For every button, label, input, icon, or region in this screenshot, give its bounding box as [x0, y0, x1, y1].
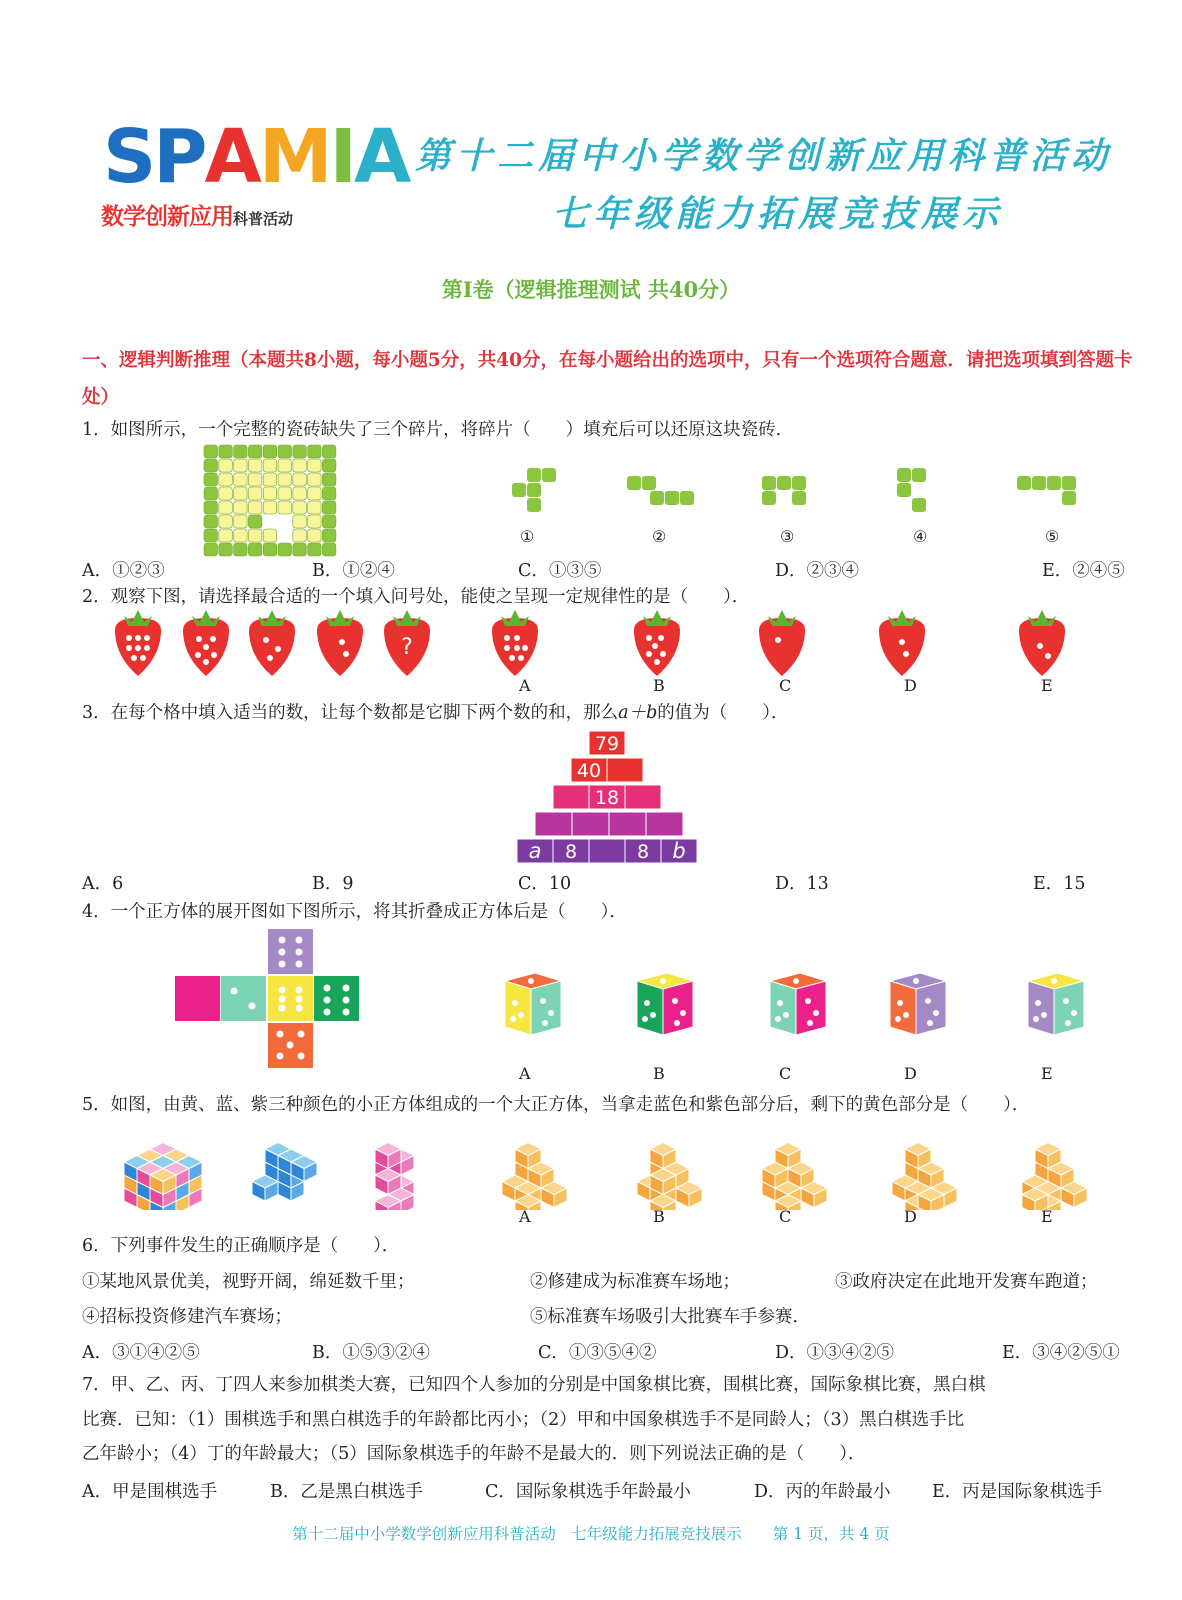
tile-cell — [248, 459, 262, 472]
tile-cell — [204, 515, 218, 528]
pyramid-cell: b — [672, 839, 686, 863]
q3-option-e: E．15 — [1033, 874, 1086, 894]
tile-cell — [293, 459, 307, 472]
tile-cell — [204, 473, 218, 486]
q4-choice-label: D — [904, 1064, 917, 1083]
q7-stem-line-1: 7．甲、乙、丙、丁四人来参加棋类大赛，已知四个人参加的分别是中国象棋比赛，围棋比赛，国际象棋比赛，黑白棋 — [82, 1375, 986, 1395]
tile-cell — [234, 501, 248, 514]
tile-cell — [263, 445, 277, 458]
q3-option-d: D．13 — [775, 874, 829, 894]
q7-option-d: D．丙的年龄最小 — [754, 1482, 891, 1502]
q1-piece-2 — [627, 476, 694, 505]
tile-cell — [219, 529, 233, 542]
strawberry-4 — [317, 610, 363, 676]
q1-piece-3 — [762, 476, 806, 505]
logo-letter: A — [204, 114, 259, 200]
tile-cell — [248, 487, 262, 500]
tile-cell — [308, 459, 322, 472]
q3-stem-prefix: 3．在每个格中填入适当的数，让每个数都是它脚下两个数的和，那么 — [82, 703, 619, 723]
cube-choice-d — [890, 973, 946, 1035]
strawberry-choice-b — [634, 610, 680, 676]
tile-cell — [278, 543, 292, 556]
strawberry-choice-e — [1019, 610, 1065, 676]
q7-stem-line-3: 乙年龄小；（4）丁的年龄最大；（5）国际象棋选手的年龄不是最大的．则下列说法正确的是（ ）． — [82, 1444, 866, 1464]
q3-option-b: B．9 — [312, 874, 354, 894]
tile-cell — [204, 459, 218, 472]
q7-stem-line-2: 比赛．已知：（1）围棋选手和黑白棋选手的年龄都比丙小；（2）甲和中国象棋选手不是同龄人；（3）黑白棋选手比 — [82, 1410, 965, 1430]
tile-cell — [204, 487, 218, 500]
tile-cell — [322, 501, 336, 514]
tile-cell — [248, 543, 262, 556]
pyramid-cell: 8 — [636, 841, 650, 863]
q2-choice-label: C — [779, 676, 792, 695]
strawberry-3 — [249, 610, 295, 676]
block-choice-e — [1022, 1143, 1087, 1211]
logo-subtitle-small: 科普活动 — [233, 210, 294, 228]
tile-cell — [219, 445, 233, 458]
q5-choice-label: E — [1041, 1207, 1053, 1226]
strawberry-2 — [183, 610, 229, 676]
tile-cell — [293, 501, 307, 514]
tile-cell — [234, 459, 248, 472]
tile-cell — [278, 459, 292, 472]
q1-option-e: E．②④⑤ — [1042, 561, 1125, 581]
q6-event-2: ②修建成为标准赛车场地； — [530, 1272, 740, 1292]
q5-choice-label: C — [779, 1207, 792, 1226]
tile-cell — [293, 473, 307, 486]
block-choice-c — [762, 1143, 827, 1211]
title-line-2: 七年级能力拓展竞技展示 — [552, 193, 1004, 235]
logo-letter: A — [354, 114, 409, 200]
q5-choice-label: B — [653, 1207, 665, 1226]
logo-letter: I — [329, 114, 355, 200]
q3-option-a: A．6 — [82, 874, 124, 894]
q6-option-e: E．③④②⑤① — [1002, 1343, 1120, 1363]
tile-cell — [322, 487, 336, 500]
tile-cell — [248, 501, 262, 514]
q1-piece-label: ① — [520, 527, 535, 546]
q3-stem — [82, 701, 789, 725]
q2-choice-label: E — [1041, 676, 1053, 695]
tile-cell — [263, 501, 277, 514]
q1-piece-4 — [897, 468, 926, 512]
cube-choice-b — [637, 973, 693, 1035]
q1-piece-5 — [1017, 476, 1076, 505]
tile-cell — [248, 445, 262, 458]
q6-option-b: B．①⑤③②④ — [312, 1343, 430, 1363]
block-blue-part — [252, 1143, 317, 1202]
q1-option-c: C．①③⑤ — [518, 561, 602, 581]
tile-cell — [219, 501, 233, 514]
tile-cell — [263, 529, 277, 542]
pyramid-cell: 18 — [594, 787, 620, 809]
tile-cell — [219, 487, 233, 500]
strawberry-question — [384, 610, 430, 676]
block-big-cube — [124, 1143, 202, 1211]
page-footer: 第十二届中小学数学创新应用科普活动 七年级能力拓展竞技展示 第 1 页，共 4 页 — [292, 1525, 890, 1543]
q2-choice-label: B — [653, 676, 665, 695]
q4-stem: 4．一个正方体的展开图如下图所示，将其折叠成正方体后是（ ）． — [82, 902, 627, 922]
tile-cell — [278, 473, 292, 486]
q1-piece-label: ② — [652, 527, 667, 546]
q3-option-c: C．10 — [518, 874, 572, 894]
tile-cell — [234, 473, 248, 486]
q2-stem: 2．观察下图，请选择最合适的一个填入问号处，能使之呈现一定规律性的是（ ）． — [82, 587, 750, 607]
tile-cell — [278, 487, 292, 500]
tile-cell — [219, 459, 233, 472]
tile-cell — [308, 487, 322, 500]
logo-subtitle-main: 数学创新应用 — [101, 204, 233, 230]
q4-cube-choices — [485, 965, 1105, 1045]
q4-choice-label: C — [779, 1064, 792, 1083]
q4-cube-net — [172, 928, 362, 1068]
q3-stem-expr: a＋b — [618, 703, 658, 723]
tile-cell — [322, 459, 336, 472]
tile-cell — [322, 515, 336, 528]
tile-cell — [204, 529, 218, 542]
q6-event-3: ③政府决定在此地开发赛车跑道； — [835, 1272, 1098, 1292]
q4-choice-label: E — [1041, 1064, 1053, 1083]
q6-option-a: A．③①④②⑤ — [82, 1343, 200, 1363]
logo-subtitle — [101, 198, 293, 231]
tile-cell — [293, 445, 307, 458]
tile-cell — [234, 487, 248, 500]
tile-cell — [308, 473, 322, 486]
q1-piece-label: ⑤ — [1045, 527, 1060, 546]
q2-strawberries — [100, 608, 1080, 680]
q1-stem: 1．如图所示，一个完整的瓷砖缺失了三个碎片，将碎片（ ）填充后可以还原这块瓷砖． — [82, 420, 794, 440]
tile-cell — [322, 445, 336, 458]
q2-choice-label: A — [519, 676, 531, 695]
cube-choice-c — [770, 973, 826, 1035]
q7-option-a: A．甲是围棋选手 — [82, 1482, 218, 1502]
tile-cell — [263, 487, 277, 500]
tile-cell — [263, 459, 277, 472]
q7-option-c: C．国际象棋选手年龄最小 — [485, 1482, 691, 1502]
q5-stem: 5．如图，由黄、蓝、紫三种颜色的小正方体组成的一个大正方体，当拿走蓝色和紫色部分后，剩下的黄色部分是（ ）． — [82, 1095, 1030, 1115]
tile-cell — [293, 515, 307, 528]
tile-cell — [204, 543, 218, 556]
strawberry-1 — [115, 610, 161, 676]
tile-cell — [322, 529, 336, 542]
logo-letter: P — [153, 114, 205, 200]
q1-piece-label: ③ — [780, 527, 795, 546]
q6-option-c: C．①③⑤④② — [538, 1343, 657, 1363]
cube-choice-e — [1028, 973, 1084, 1035]
tile-cell — [234, 543, 248, 556]
tile-cell — [308, 501, 322, 514]
q3-stem-suffix: 的值为（ ）． — [657, 703, 789, 723]
title-line-1: 第十二届中小学数学创新应用科普活动 — [415, 135, 1113, 177]
tile-cell — [234, 529, 248, 542]
cube-choice-a — [505, 973, 561, 1035]
block-choice-b — [637, 1143, 702, 1211]
pyramid-cell: 8 — [564, 841, 578, 863]
tile-cell — [234, 515, 248, 528]
q6-event-4: ④招标投资修建汽车赛场； — [82, 1307, 292, 1327]
tile-cell — [248, 515, 262, 528]
tile-cell — [248, 473, 262, 486]
tile-cell — [248, 529, 262, 542]
tile-cell — [219, 543, 233, 556]
q3-number-pyramid — [516, 730, 702, 865]
block-choice-a — [502, 1143, 567, 1211]
tile-cell — [308, 445, 322, 458]
q5-choice-label: D — [904, 1207, 917, 1226]
q1-tile-figure — [200, 443, 340, 558]
tile-cell — [293, 543, 307, 556]
q6-event-5: ⑤标准赛车场吸引大批赛车手参赛． — [530, 1307, 810, 1327]
tile-cell — [322, 543, 336, 556]
q6-event-1: ①某地风景优美，视野开阔，绵延数千里； — [82, 1272, 415, 1292]
tile-cell — [263, 473, 277, 486]
tile-cell — [219, 515, 233, 528]
q6-stem: 6．下列事件发生的正确顺序是（ ）． — [82, 1236, 400, 1256]
block-purple-part — [375, 1143, 414, 1211]
strawberry-choice-d — [879, 610, 925, 676]
section-heading: 第I卷（逻辑推理测试 共40分） — [441, 277, 741, 302]
q4-choice-label: B — [653, 1064, 665, 1083]
tile-cell — [263, 543, 277, 556]
q2-choice-label: D — [904, 676, 917, 695]
q5-block-figures — [115, 1115, 1105, 1210]
q4-choice-label: A — [519, 1064, 531, 1083]
block-choice-d — [892, 1143, 957, 1211]
tile-cell — [322, 473, 336, 486]
tile-cell — [308, 515, 322, 528]
part-heading: 一、逻辑判断推理（本题共8小题，每小题5分，共40分，在每小题给出的选项中，只有一个选项符合题意．请把选项填到答题卡处） — [82, 350, 1133, 408]
spamia-logo — [103, 114, 409, 200]
tile-cell — [293, 529, 307, 542]
tile-cell — [308, 543, 322, 556]
tile-cell — [234, 445, 248, 458]
tile-cell — [278, 445, 292, 458]
pyramid-cell: 79 — [594, 733, 620, 755]
tile-cell — [204, 501, 218, 514]
q1-piece-1 — [512, 468, 556, 512]
tile-cell — [204, 445, 218, 458]
q1-option-a: A．①②③ — [82, 561, 165, 581]
q7-option-e: E．丙是国际象棋选手 — [932, 1482, 1103, 1502]
tile-cell — [278, 501, 292, 514]
tile-cell — [219, 473, 233, 486]
tile-cell — [308, 529, 322, 542]
logo-letter: M — [258, 114, 330, 200]
q1-piece-label: ④ — [913, 527, 928, 546]
strawberry-choice-a — [492, 610, 538, 676]
tile-cell — [293, 487, 307, 500]
pyramid-cell: a — [528, 839, 542, 863]
q1-option-b: B．①②④ — [312, 561, 395, 581]
strawberry-choice-c — [759, 610, 805, 676]
q1-option-d: D．②③④ — [775, 561, 860, 581]
logo-letter: S — [103, 114, 154, 200]
q2-question-mark: ? — [401, 635, 413, 660]
q6-option-d: D．①③④②⑤ — [775, 1343, 895, 1363]
q7-option-b: B．乙是黑白棋选手 — [270, 1482, 423, 1502]
q5-choice-label: A — [519, 1207, 531, 1226]
pyramid-cell: 40 — [576, 760, 602, 782]
